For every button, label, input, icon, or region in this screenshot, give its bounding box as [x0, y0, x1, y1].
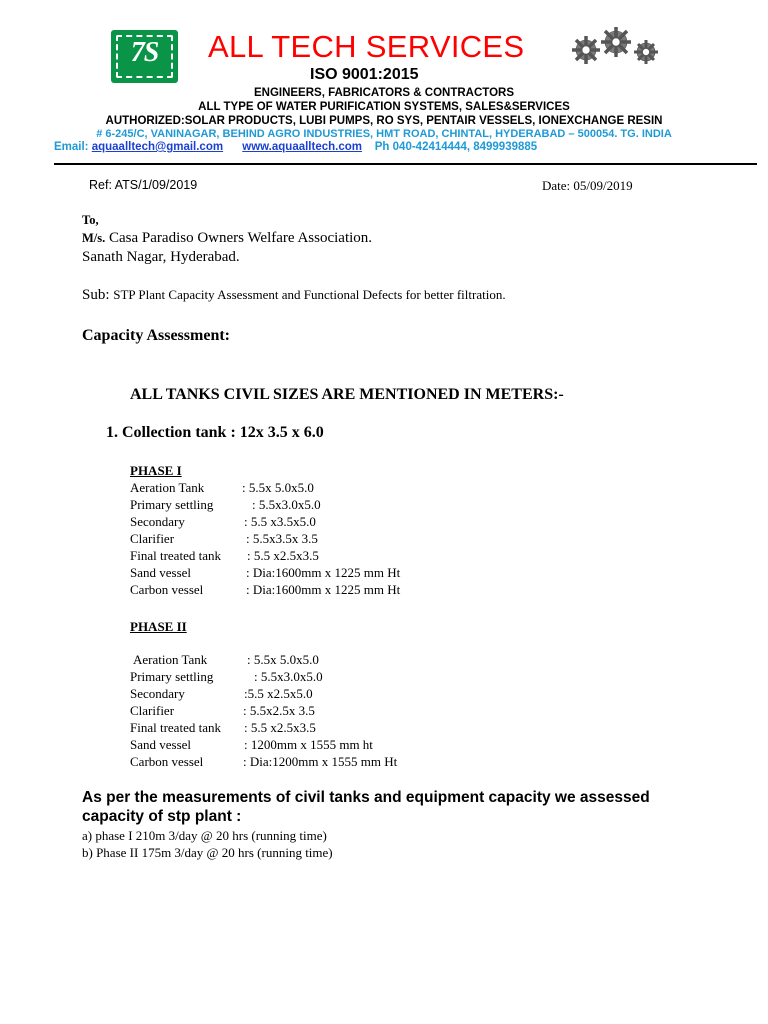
row-label: Sand vessel	[130, 737, 192, 752]
phase1-title: PHASE I	[130, 463, 182, 478]
row-value: : Dia:1600mm x 1225 mm Ht	[246, 582, 401, 597]
recipient-city: Sanath Nagar, Hyderabad.	[82, 249, 240, 265]
row-value: : 5.5 x3.5x5.0	[244, 514, 316, 529]
contact-line	[54, 141, 537, 153]
row-label: Carbon vessel	[130, 754, 204, 769]
row-value: : 5.5x2.5x 3.5	[243, 703, 315, 718]
row-label: Primary settling	[130, 669, 214, 684]
row-value: : 5.5x3.0x5.0	[252, 497, 321, 512]
company-address: # 6-245/C, VANINAGAR, BEHIND AGRO INDUSTRIES, HMT ROAD, CHINTAL, HYDERABAD – 500054. TG. INDIA	[96, 128, 672, 140]
row-value: : Dia:1200mm x 1555 mm Ht	[243, 754, 398, 769]
gears-icon	[562, 24, 666, 74]
website-link[interactable]: www.aquaalltech.com	[242, 141, 362, 153]
row-label: Aeration Tank	[133, 652, 208, 667]
row-label: Clarifier	[130, 531, 175, 546]
row-value: : 5.5 x2.5x3.5	[247, 548, 319, 563]
letter-date: Date: 05/09/2019	[542, 178, 633, 193]
collection-tank: 1. Collection tank : 12x 3.5 x 6.0	[106, 424, 324, 441]
assessment-statement: As per the measurements of civil tanks and equipment capacity we assessed capacity of stp plant :	[82, 789, 650, 825]
recipient-name: Casa Paradiso Owners Welfare Association.	[109, 230, 373, 246]
row-value: : 5.5x3.0x5.0	[254, 669, 323, 684]
row-label: Sand vessel	[130, 565, 192, 580]
row-label: Secondary	[130, 514, 185, 529]
reference-number: Ref: ATS/1/09/2019	[89, 178, 198, 192]
recipient-line	[82, 230, 372, 247]
row-label: Carbon vessel	[130, 582, 204, 597]
email-label: Email:	[54, 141, 89, 153]
row-label: Final treated tank	[130, 720, 221, 735]
ms-prefix: M/s.	[82, 231, 106, 245]
subject-label: Sub:	[82, 287, 110, 303]
row-value: : 5.5x 5.0x5.0	[242, 480, 314, 495]
row-value: :5.5 x2.5x5.0	[244, 686, 313, 701]
capacity-phase1: a) phase I 210m 3/day @ 20 hrs (running time)	[82, 828, 327, 843]
row-value: : 5.5 x2.5x3.5	[244, 720, 316, 735]
tagline-engineers: ENGINEERS, FABRICATORS & CONTRACTORS	[253, 87, 515, 99]
company-name: ALL TECH SERVICES	[208, 29, 525, 64]
salutation-to: To,	[82, 213, 99, 227]
row-label: Clarifier	[130, 703, 175, 718]
tagline-water: ALL TYPE OF WATER PURIFICATION SYSTEMS, SALES&SERVICES	[198, 101, 570, 113]
row-label: Primary settling	[130, 497, 214, 512]
row-label: Secondary	[130, 686, 185, 701]
tanks-heading: ALL TANKS CIVIL SIZES ARE MENTIONED IN METERS:-	[130, 386, 564, 403]
row-label: Aeration Tank	[130, 480, 205, 495]
row-label: Final treated tank	[130, 548, 221, 563]
phase2-title: PHASE II	[130, 619, 187, 634]
row-value: : 5.5x 5.0x5.0	[247, 652, 319, 667]
logo-text: 7S	[130, 37, 159, 68]
subject-line	[82, 287, 506, 304]
tagline-authorized: AUTHORIZED:SOLAR PRODUCTS, LUBI PUMPS, RO SYS, PENTAIR VESSELS, IONEXCHANGE RESIN	[105, 115, 663, 127]
phone-numbers: Ph 040-42414444, 8499939885	[374, 141, 538, 153]
email-link[interactable]: aquaalltech@gmail.com	[91, 141, 224, 153]
capacity-phase2: b) Phase II 175m 3/day @ 20 hrs (running time)	[82, 845, 333, 860]
iso-certification: ISO 9001:2015	[310, 66, 419, 83]
row-value: : Dia:1600mm x 1225 mm Ht	[246, 565, 401, 580]
company-logo	[111, 30, 178, 83]
capacity-heading: Capacity Assessment:	[82, 327, 230, 344]
header-divider	[54, 163, 757, 165]
row-value: : 1200mm x 1555 mm ht	[244, 737, 373, 752]
subject-text: STP Plant Capacity Assessment and Functional Defects for better filtration.	[113, 287, 506, 302]
row-value: : 5.5x3.5x 3.5	[246, 531, 318, 546]
